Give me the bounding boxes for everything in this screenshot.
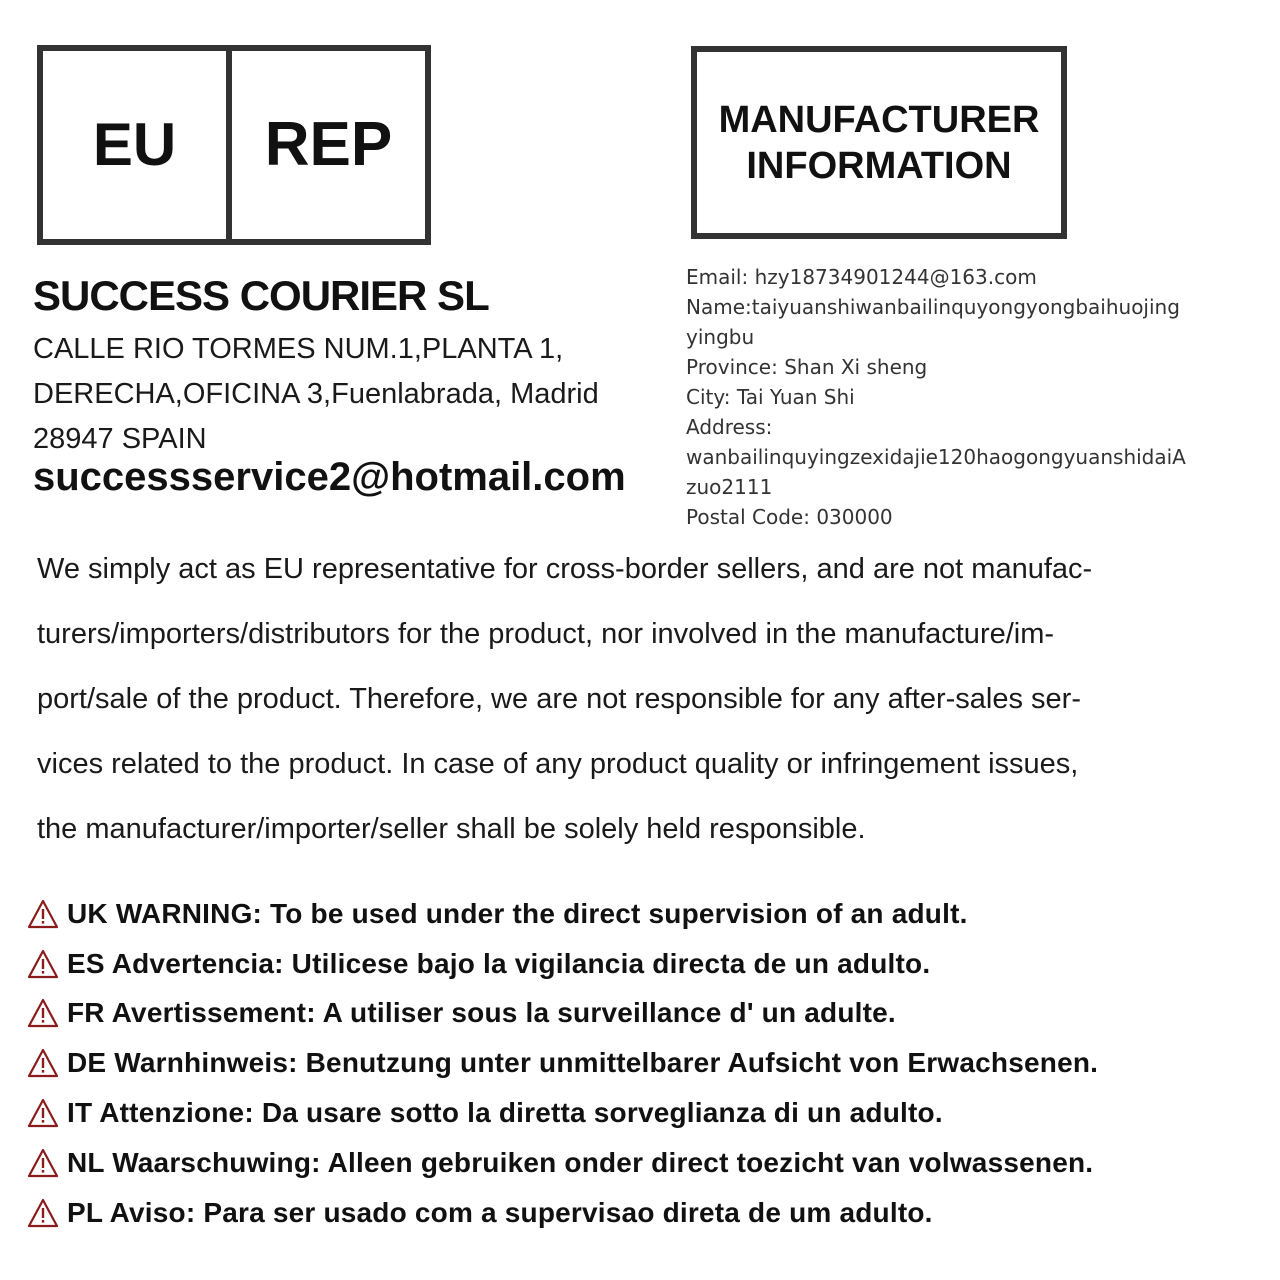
manufacturer-postal-code: Postal Code: 030000 — [686, 505, 893, 529]
eu-rep-address-line: 28947 SPAIN — [33, 423, 207, 455]
warning-triangle-icon — [27, 1048, 59, 1078]
warning-triangle-icon — [27, 1148, 59, 1178]
eu-rep-symbol-rep: REP — [264, 110, 393, 179]
eu-rep-company-name: SUCCESS COURIER SL — [33, 272, 489, 319]
eu-rep-email: successservice2@hotmail.com — [33, 455, 626, 499]
warning-item — [27, 1088, 1277, 1138]
warning-triangle-icon — [27, 1198, 59, 1228]
manufacturer-box-line2: INFORMATION — [746, 144, 1012, 187]
eu-rep-address-line: DERECHA,OFICINA 3,Fuenlabrada, Madrid — [33, 378, 599, 410]
manufacturer-address: wanbailinquyingzexidajie120haogongyuanshidaiA — [686, 445, 1186, 469]
manufacturer-email: Email: hzy18734901244@163.com — [686, 265, 1037, 289]
warning-item — [27, 989, 1277, 1039]
disclaimer-line: port/sale of the product. Therefore, we are not responsible for any after-sales ser- — [37, 683, 1081, 715]
eu-rep-address-line: CALLE RIO TORMES NUM.1,PLANTA 1, — [33, 333, 564, 365]
warning-text: UK WARNING: To be used under the direct supervision of an adult. — [67, 897, 968, 929]
warning-triangle-icon — [27, 1098, 59, 1128]
manufacturer-information-box — [691, 46, 1067, 239]
warning-text: DE Warnhinweis: Benutzung unter unmittelbarer Aufsicht von Erwachsenen. — [67, 1047, 1099, 1079]
warnings-list — [27, 889, 1277, 1238]
manufacturer-address-label: Address: — [686, 415, 773, 439]
warning-triangle-icon — [27, 899, 59, 929]
manufacturer-name: Name:taiyuanshiwanbailinquyongyongbaihuojing — [686, 295, 1180, 319]
warning-text: FR Avertissement: A utiliser sous la surveillance d' un adulte. — [67, 997, 896, 1029]
manufacturer-province: Province: Shan Xi sheng — [686, 355, 928, 379]
manufacturer-box-line1: MANUFACTURER — [718, 98, 1040, 141]
warning-item — [27, 1188, 1277, 1238]
warning-triangle-icon — [27, 998, 59, 1028]
eu-rep-symbol-eu: EU — [43, 51, 232, 239]
eu-rep-address — [33, 327, 599, 462]
warning-text: IT Attenzione: Da usare sotto la diretta sorveglianza di un adulto. — [67, 1097, 943, 1129]
warning-text: ES Advertencia: Utilicese bajo la vigilancia directa de un adulto. — [67, 947, 931, 979]
warning-item — [27, 1038, 1277, 1088]
warning-item — [27, 939, 1277, 989]
warning-item — [27, 1138, 1277, 1188]
disclaimer-line: the manufacturer/importer/seller shall be solely held responsible. — [37, 813, 866, 845]
warning-text: PL Aviso: Para ser usado com a supervisao direta de um adulto. — [67, 1196, 933, 1228]
eu-rep-symbol — [37, 45, 431, 245]
disclaimer-line: We simply act as EU representative for cross-border sellers, and are not manufac- — [37, 553, 1093, 585]
warning-triangle-icon — [27, 949, 59, 979]
manufacturer-name-cont: yingbu — [686, 325, 755, 349]
disclaimer-line: vices related to the product. In case of any product quality or infringement issues, — [37, 748, 1079, 780]
manufacturer-address-cont: zuo2111 — [686, 475, 773, 499]
disclaimer-line: turers/importers/distributors for the product, nor involved in the manufacture/im- — [37, 618, 1055, 650]
manufacturer-city: City: Tai Yuan Shi — [686, 385, 855, 409]
warning-item — [27, 889, 1277, 939]
disclaimer-paragraph — [37, 537, 1257, 862]
manufacturer-details — [686, 262, 1246, 532]
warning-text: NL Waarschuwing: Alleen gebruiken onder direct toezicht van volwassenen. — [67, 1146, 1094, 1178]
